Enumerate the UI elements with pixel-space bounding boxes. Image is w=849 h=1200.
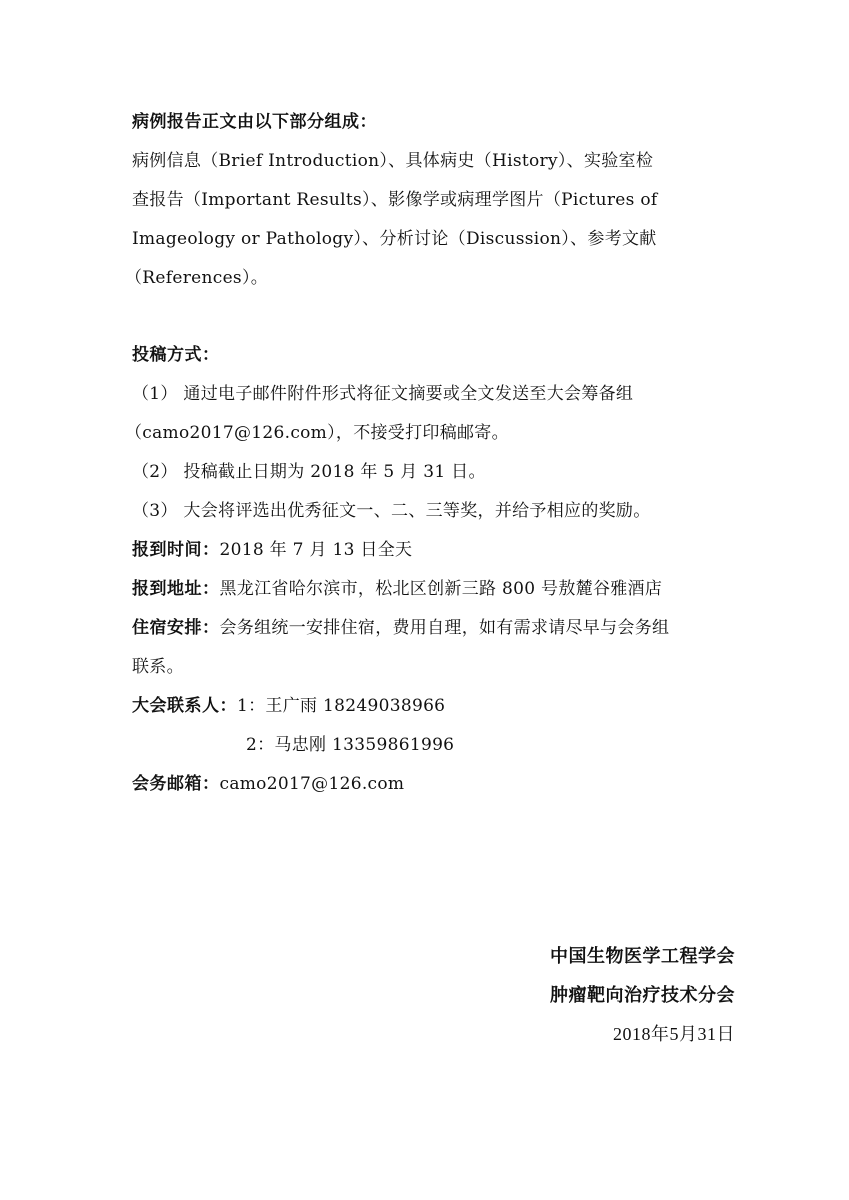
contacts: [132, 694, 445, 718]
email-value: camo2017@126.com: [219, 774, 405, 794]
signature-branch: 肿瘤靶向治疗技术分会: [550, 985, 735, 1006]
registration-time-label: 报到时间：: [132, 540, 220, 560]
contacts-label: 大会联系人：: [132, 696, 237, 716]
submission-item: （3） 大会将评选出优秀征文一、二、三等奖，并给予相应的奖励。: [132, 501, 651, 521]
registration-time-value: 2018 年 7 月 13 日全天: [219, 540, 413, 560]
submission-item: （camo2017@126.com），不接受打印稿邮寄。: [125, 423, 509, 443]
contact-first: 1：王广雨 18249038966: [237, 696, 446, 716]
accommodation: [132, 616, 669, 640]
registration-time: [132, 538, 412, 562]
submission-item: （1） 通过电子邮件附件形式将征文摘要或全文发送至大会筹备组: [132, 384, 634, 404]
composition-line: （References）。: [125, 268, 269, 288]
contact-second: 2：马忠刚 13359861996: [246, 735, 455, 755]
composition-line: 病例信息（Brief Introduction）、具体病史（History）、实验室检: [132, 151, 654, 171]
submission-item: （2） 投稿截止日期为 2018 年 5 月 31 日。: [132, 462, 486, 482]
email-label: 会务邮箱：: [132, 774, 220, 794]
email: [132, 772, 404, 796]
submission-heading: 投稿方式：: [132, 345, 220, 365]
signature-date: 2018年5月31日: [613, 1024, 735, 1044]
accommodation-value: 会务组统一安排住宿，费用自理，如有需求请尽早与会务组: [219, 618, 670, 638]
accommodation-continuation: 联系。: [132, 657, 184, 677]
composition-heading: 病例报告正文由以下部分组成：: [132, 112, 377, 132]
composition-line: Imageology or Pathology）、分析讨论（Discussion）、参考文献: [132, 229, 657, 249]
composition-line: 查报告（Important Results）、影像学或病理学图片（Pictures of: [132, 190, 658, 210]
registration-address-label: 报到地址：: [132, 579, 220, 599]
accommodation-label: 住宿安排：: [132, 618, 220, 638]
registration-address: [132, 577, 662, 601]
registration-address-value: 黑龙江省哈尔滨市，松北区创新三路 800 号敖麓谷雅酒店: [219, 579, 663, 599]
signature-org: 中国生物医学工程学会: [550, 946, 735, 967]
